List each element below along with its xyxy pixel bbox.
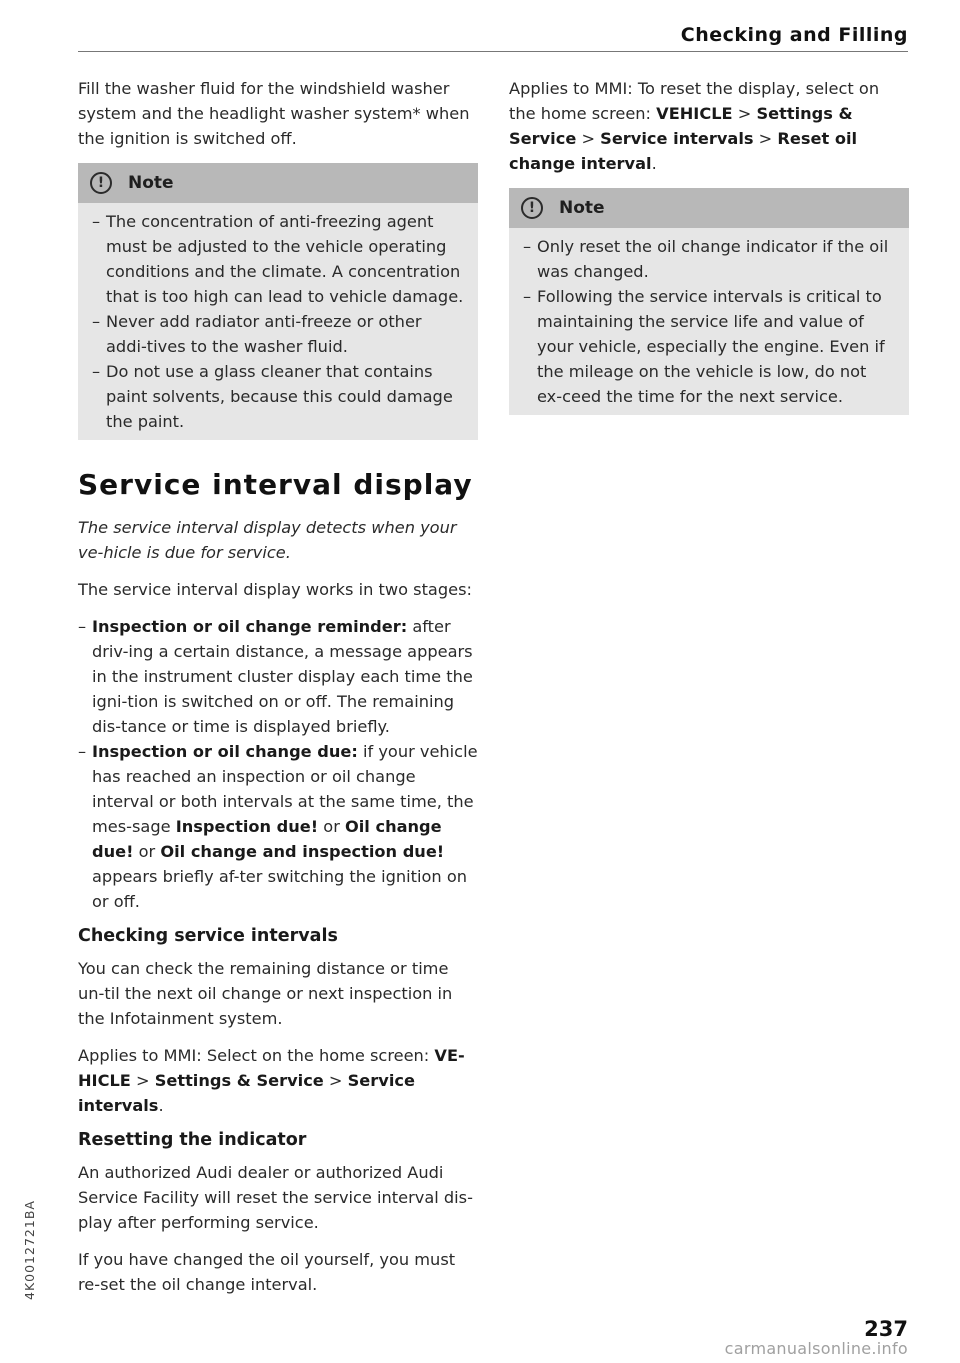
note-title: Note: [128, 173, 174, 193]
message-oil-change-due: Oil change due!: [92, 817, 442, 861]
watermark: carmanualsonline.info: [724, 1339, 908, 1358]
page-header-title: Checking and Filling: [680, 24, 908, 46]
washer-fluid-paragraph: Fill the washer fluid for the windshield washer system and the headlight washer system* when the ignition is switched off.: [78, 79, 470, 148]
note-item: – The concentration of anti-freezing agent must be adjusted to the vehicle operating conditions and the climate. A concentration that is too high can lead to vehicle damage.: [92, 209, 464, 309]
resetting-paragraph: An authorized Audi dealer or authorized Audi Service Facility will reset the service interval dis-play after performing service.: [78, 1163, 473, 1232]
right-column: [509, 76, 909, 443]
note-item: – Do not use a glass cleaner that contains paint solvents, because this could damage the paint.: [92, 359, 464, 434]
stages-paragraph: The service interval display works in two stages:: [78, 580, 472, 599]
note-title: Note: [559, 198, 605, 218]
note-item: – Only reset the oil change indicator if the oil was changed.: [523, 234, 895, 284]
note-header: [509, 188, 909, 228]
stage-reminder-item: – Inspection or oil change reminder: after driv-ing a certain distance, a message appears in the instrument cluster display each time the igni-tion is switched on or off. The remaining dis-tance or time is displayed briefly.: [78, 614, 478, 739]
section-title: Service interval display: [78, 468, 473, 501]
info-circle-icon: !: [521, 197, 543, 219]
stage-label: Inspection or oil change reminder:: [92, 617, 408, 636]
info-circle-icon: !: [90, 172, 112, 194]
message-inspection-due: Inspection due!: [175, 817, 319, 836]
note-item: – Never add radiator anti-freeze or other addi-tives to the washer fluid.: [92, 309, 464, 359]
header-divider: [78, 51, 908, 52]
note-header: [78, 163, 478, 203]
reset-mmi-path: Applies to MMI: To reset the display, select on the home screen: VEHICLE > Settings & Service > Service intervals > Reset oil change interval.: [509, 79, 880, 173]
note-box-oil: [509, 188, 909, 415]
resetting-paragraph-2: If you have changed the oil yourself, you must re-set the oil change interval.: [78, 1250, 456, 1294]
stage-label: Inspection or oil change due:: [92, 742, 358, 761]
message-oil-and-inspection-due: Oil change and inspection due!: [160, 842, 445, 861]
resetting-heading: Resetting the indicator: [78, 1130, 307, 1150]
stage-due-item: – Inspection or oil change due: if your vehicle has reached an inspection or oil change interval or both intervals at the same time, the mes-sage Inspection due! or Oil change due! or Oil change and inspection due! appears briefly af-ter switching the ignition on or off.: [78, 739, 478, 914]
note-item: – Following the service intervals is critical to maintaining the service life and value of your vehicle, especially the engine. Even if the mileage on the vehicle is low, do not ex-ceed the time for the next service.: [523, 284, 895, 409]
checking-heading: Checking service intervals: [78, 926, 338, 946]
document-code: 4K0012721BA: [22, 1200, 37, 1300]
checking-paragraph: You can check the remaining distance or time un-til the next oil change or next inspection in the Infotainment system.: [78, 959, 453, 1028]
checking-mmi-path: Applies to MMI: Select on the home screen: VE-HICLE > Settings & Service > Service intervals.: [78, 1046, 465, 1115]
note-box-washer: [78, 163, 478, 440]
left-column: [78, 76, 478, 1309]
page-number: 237: [864, 1317, 908, 1341]
section-intro: The service interval display detects when your ve-hicle is due for service.: [78, 518, 457, 562]
